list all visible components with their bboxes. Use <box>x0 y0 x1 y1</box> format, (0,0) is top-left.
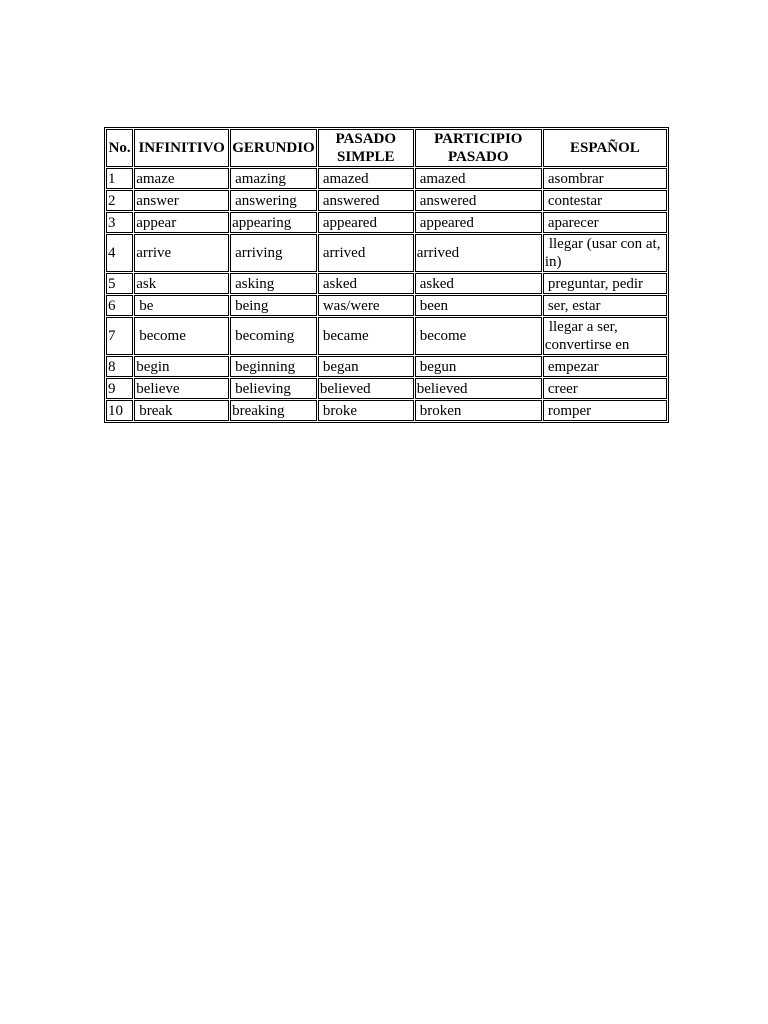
cell-pasado-simple: began <box>318 356 414 377</box>
cell-espanol: asombrar <box>543 168 667 189</box>
cell-espanol: preguntar, pedir <box>543 273 667 294</box>
table-row <box>106 234 667 272</box>
cell-espanol: llegar a ser, convertirse en <box>543 317 667 355</box>
cell-gerundio: beginning <box>230 356 317 377</box>
cell-pasado-simple: arrived <box>318 234 414 272</box>
table-row <box>106 400 667 421</box>
cell-espanol: contestar <box>543 190 667 211</box>
cell-participio: become <box>415 317 542 355</box>
cell-infinitivo: begin <box>134 356 229 377</box>
table-row <box>106 317 667 355</box>
cell-gerundio: breaking <box>230 400 317 421</box>
cell-pasado-simple: amazed <box>318 168 414 189</box>
cell-participio: amazed <box>415 168 542 189</box>
cell-gerundio: asking <box>230 273 317 294</box>
verbs-table <box>104 127 669 423</box>
table-row <box>106 378 667 399</box>
cell-no: 5 <box>106 273 133 294</box>
cell-pasado-simple: believed <box>318 378 414 399</box>
cell-espanol: romper <box>543 400 667 421</box>
header-espanol: ESPAÑOL <box>543 129 667 167</box>
cell-infinitivo: arrive <box>134 234 229 272</box>
table-row <box>106 273 667 294</box>
cell-no: 10 <box>106 400 133 421</box>
cell-participio: appeared <box>415 212 542 233</box>
cell-participio: answered <box>415 190 542 211</box>
cell-gerundio: arriving <box>230 234 317 272</box>
cell-no: 7 <box>106 317 133 355</box>
table-header-row <box>106 129 667 167</box>
table-row <box>106 212 667 233</box>
cell-participio: begun <box>415 356 542 377</box>
cell-no: 2 <box>106 190 133 211</box>
cell-infinitivo: ask <box>134 273 229 294</box>
table-row <box>106 295 667 316</box>
cell-infinitivo: answer <box>134 190 229 211</box>
cell-pasado-simple: answered <box>318 190 414 211</box>
header-gerundio: GERUNDIO <box>230 129 317 167</box>
header-no: No. <box>106 129 133 167</box>
cell-no: 4 <box>106 234 133 272</box>
cell-no: 8 <box>106 356 133 377</box>
cell-infinitivo: appear <box>134 212 229 233</box>
cell-no: 3 <box>106 212 133 233</box>
cell-infinitivo: become <box>134 317 229 355</box>
cell-gerundio: answering <box>230 190 317 211</box>
cell-espanol: creer <box>543 378 667 399</box>
cell-pasado-simple: became <box>318 317 414 355</box>
table-row <box>106 168 667 189</box>
cell-participio: asked <box>415 273 542 294</box>
cell-gerundio: believing <box>230 378 317 399</box>
cell-participio: been <box>415 295 542 316</box>
header-participio-pasado: PARTICIPIO PASADO <box>415 129 542 167</box>
cell-gerundio: appearing <box>230 212 317 233</box>
cell-pasado-simple: was/were <box>318 295 414 316</box>
cell-espanol: llegar (usar con at, in) <box>543 234 667 272</box>
header-infinitivo: INFINITIVO <box>134 129 229 167</box>
cell-espanol: empezar <box>543 356 667 377</box>
cell-gerundio: amazing <box>230 168 317 189</box>
cell-participio: broken <box>415 400 542 421</box>
cell-participio: arrived <box>415 234 542 272</box>
cell-espanol: aparecer <box>543 212 667 233</box>
cell-gerundio: being <box>230 295 317 316</box>
cell-infinitivo: amaze <box>134 168 229 189</box>
cell-pasado-simple: asked <box>318 273 414 294</box>
cell-no: 6 <box>106 295 133 316</box>
cell-infinitivo: be <box>134 295 229 316</box>
cell-participio: believed <box>415 378 542 399</box>
cell-pasado-simple: appeared <box>318 212 414 233</box>
cell-gerundio: becoming <box>230 317 317 355</box>
cell-espanol: ser, estar <box>543 295 667 316</box>
cell-infinitivo: believe <box>134 378 229 399</box>
table-row <box>106 190 667 211</box>
cell-no: 1 <box>106 168 133 189</box>
header-pasado-simple: PASADO SIMPLE <box>318 129 414 167</box>
cell-pasado-simple: broke <box>318 400 414 421</box>
cell-infinitivo: break <box>134 400 229 421</box>
cell-no: 9 <box>106 378 133 399</box>
table-row <box>106 356 667 377</box>
